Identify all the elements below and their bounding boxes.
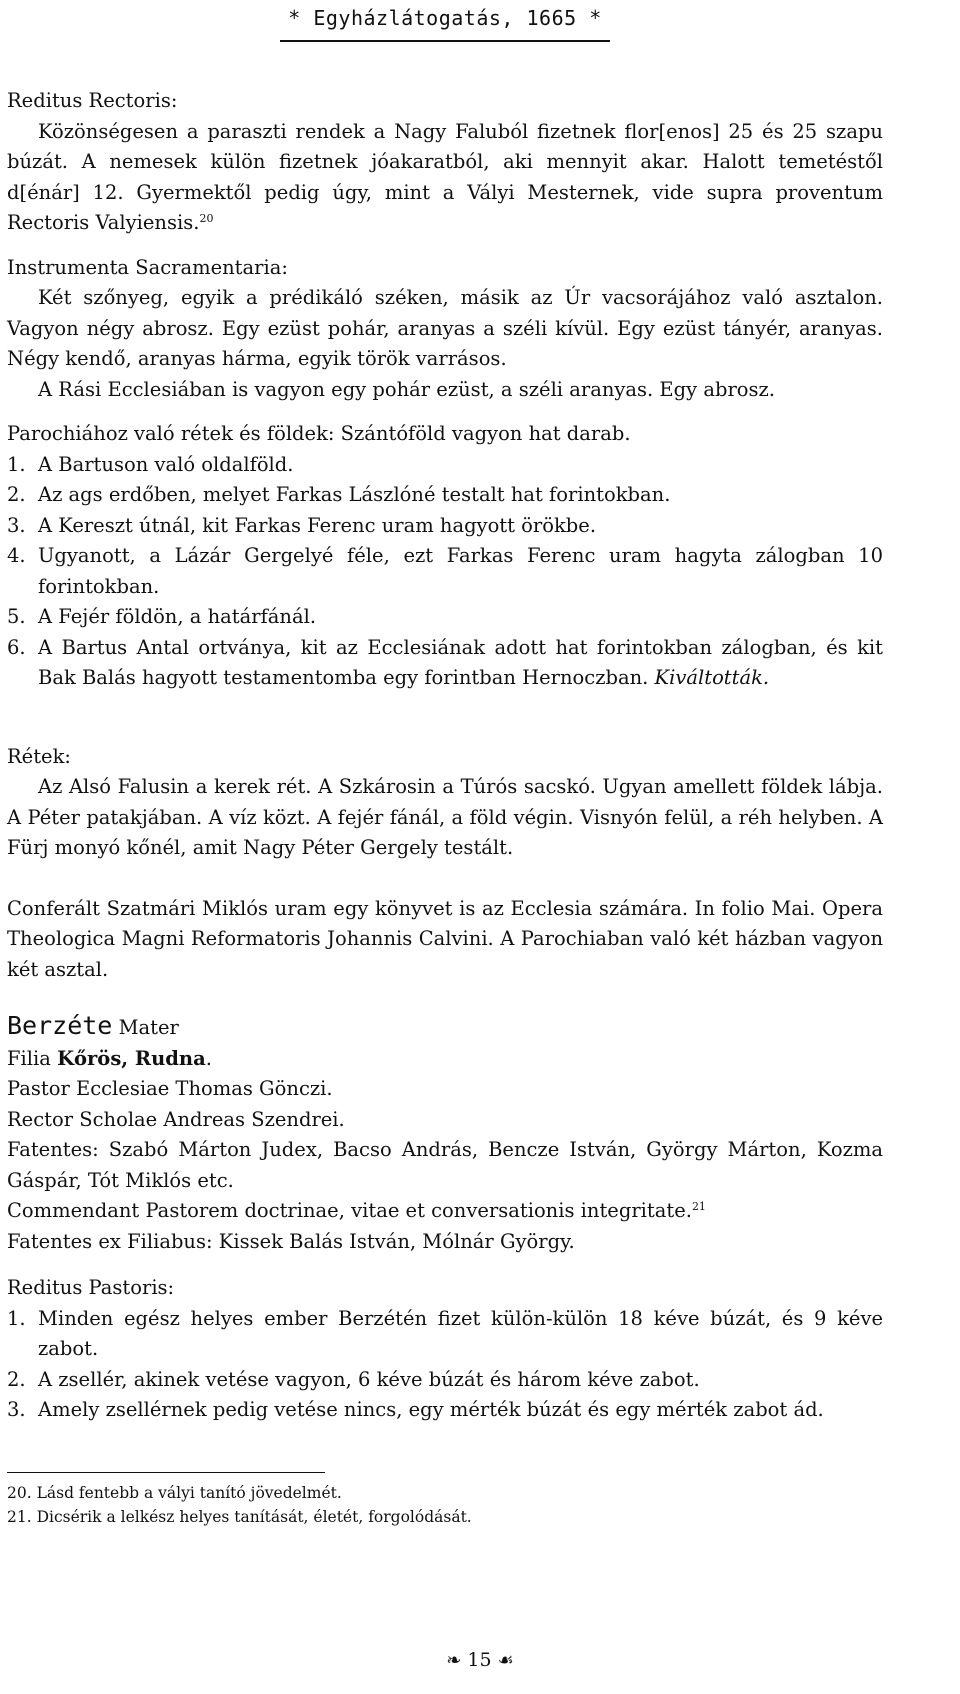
- conferalt-text: Conferált Szatmári Miklós uram egy könyvet is az Ecclesia számára. In folio Mai. Opera Theologica Magni Reformatoris Johannis Calvini. A Parochiaban való két házban vagyon két asztal.: [7, 896, 883, 981]
- footnote-20: 20. Lásd fentebb a vályi tanító jövedelmét.: [7, 1483, 342, 1502]
- footnote-21: 21. Dicsérik a lelkész helyes tanítását, életét, forgolódását.: [7, 1507, 472, 1526]
- list-item: 5. A Fejér földön, a határfánál.: [7, 605, 317, 628]
- parochia-list: [7, 450, 883, 694]
- footnote-rule: [7, 1472, 325, 1473]
- list-item: 2. A zsellér, akinek vetése vagyon, 6 kéve búzát és három kéve zabot.: [7, 1367, 700, 1391]
- footnotes: [7, 1481, 883, 1529]
- parochia-intro: Parochiához való rétek és földek: Szántóföld vagyon hat darab.: [7, 422, 631, 445]
- right-ornament-icon: ☙: [497, 1650, 514, 1671]
- reditus-pastoris-label: Reditus Pastoris:: [7, 1276, 175, 1299]
- retek-label: Rétek:: [7, 744, 71, 768]
- list-item: 3. Amely zsellérnek pedig vetése nincs, egy mérték búzát és egy mérték zabot ád.: [7, 1398, 824, 1421]
- berzete-mater: Mater: [118, 1016, 179, 1039]
- italic-note: Kiváltották.: [654, 666, 770, 689]
- retek-text: Az Alsó Falusin a kerek rét. A Szkárosin a Túrós sacskó. Ugyan amellett földek lábja. A Péter patakjában. A víz közt. A fejér fánál, a föld végin. Visnyón felül, a réh helyben. A Fürj monyó kőnél, amit Nagy Péter Gergely testált.: [7, 775, 883, 859]
- reditus-rectoris-text: Közönségesen a paraszti rendek a Nagy Faluból fizetnek flor[enos] 25 és 25 szapu búzát. A nemesek külön fizetnek jóakaratból, aki mennyit akar. Halott temetéstől d[énár] 12. Gyermektől pedig úgy, mint a Vályi Mesternek, vide supra proventum Rectoris Valyiensis.$^{20}$: [7, 119, 883, 234]
- rector-line: Rector Scholae Andreas Szendrei.: [7, 1107, 345, 1131]
- footnote-ref-21[interactable]: 21: [691, 1200, 706, 1213]
- left-ornament-icon: ❧: [446, 1650, 462, 1671]
- page: [7, 0, 883, 1529]
- filia-line: Filia Kőrös, Rudna.: [7, 1046, 212, 1070]
- list-item: 3. A Kereszt útnál, kit Farkas Ferenc uram hagyott örökbe.: [7, 513, 597, 537]
- page-number-value: 15: [467, 1649, 492, 1671]
- commendant-line: Commendant Pastorem doctrinae, vitae et conversationis integritate.$^{21}$: [7, 1199, 706, 1222]
- page-number: [0, 1648, 960, 1673]
- reditus-rectoris-label: Reditus Rectoris:: [7, 89, 178, 112]
- berzete-name: Berzéte: [7, 1011, 113, 1040]
- instrumenta-label: Instrumenta Sacramentaria:: [7, 255, 288, 279]
- list-item: 1. Minden egész helyes ember Berzétén fizet külön-külön 18 kéve búzát, és 9 kéve zabot.: [7, 1306, 883, 1360]
- list-item: 2. Az ags erdőben, melyet Farkas Lászlóné testalt hat forintokban.: [7, 483, 671, 506]
- footnote-ref-20[interactable]: 20: [199, 212, 214, 225]
- pastor-line: Pastor Ecclesiae Thomas Gönczi.: [7, 1077, 333, 1100]
- instrumenta-text-rasi: A Rási Ecclesiában is vagyon egy pohár ezüst, a széli aranyas. Egy abrosz.: [38, 377, 776, 401]
- berzete-heading: [7, 1011, 883, 1044]
- fatentes-line: Fatentes: Szabó Márton Judex, Bacso András, Bencze István, György Márton, Kozma Gáspár, Tót Miklós etc.: [7, 1138, 883, 1192]
- header-rule: [280, 40, 610, 42]
- list-item: 1. A Bartuson való oldalföld.: [7, 452, 294, 476]
- reditus-pastoris-list: [7, 1304, 883, 1426]
- list-item: 6. A Bartus Antal ortványa, kit az Ecclesiának adott hat forintokban zálogban, és kit Bak Balás hagyott testamentomba egy forintban Hernoczban. Kiváltották.: [7, 635, 883, 689]
- page-header: * Egyházlátogatás, 1665 *: [288, 6, 602, 30]
- fatentes-ex-line: Fatentes ex Filiabus: Kissek Balás István, Mólnár György.: [7, 1229, 575, 1253]
- list-item: 4. Ugyanott, a Lázár Gergelyé féle, ezt Farkas Ferenc uram hagyta zálogban 10 forintokban.: [7, 544, 883, 598]
- instrumenta-text: Két szőnyeg, egyik a prédikáló széken, másik az Úr vacsorájához való asztalon. Vagyon négy abrosz. Egy ezüst pohár, aranyas a széli kívül. Egy ezüst tányér, aranyas. Négy kendő, aranyas hárma, egyik török varrásos.: [7, 286, 883, 370]
- filia-names: Kőrös, Rudna: [57, 1046, 206, 1070]
